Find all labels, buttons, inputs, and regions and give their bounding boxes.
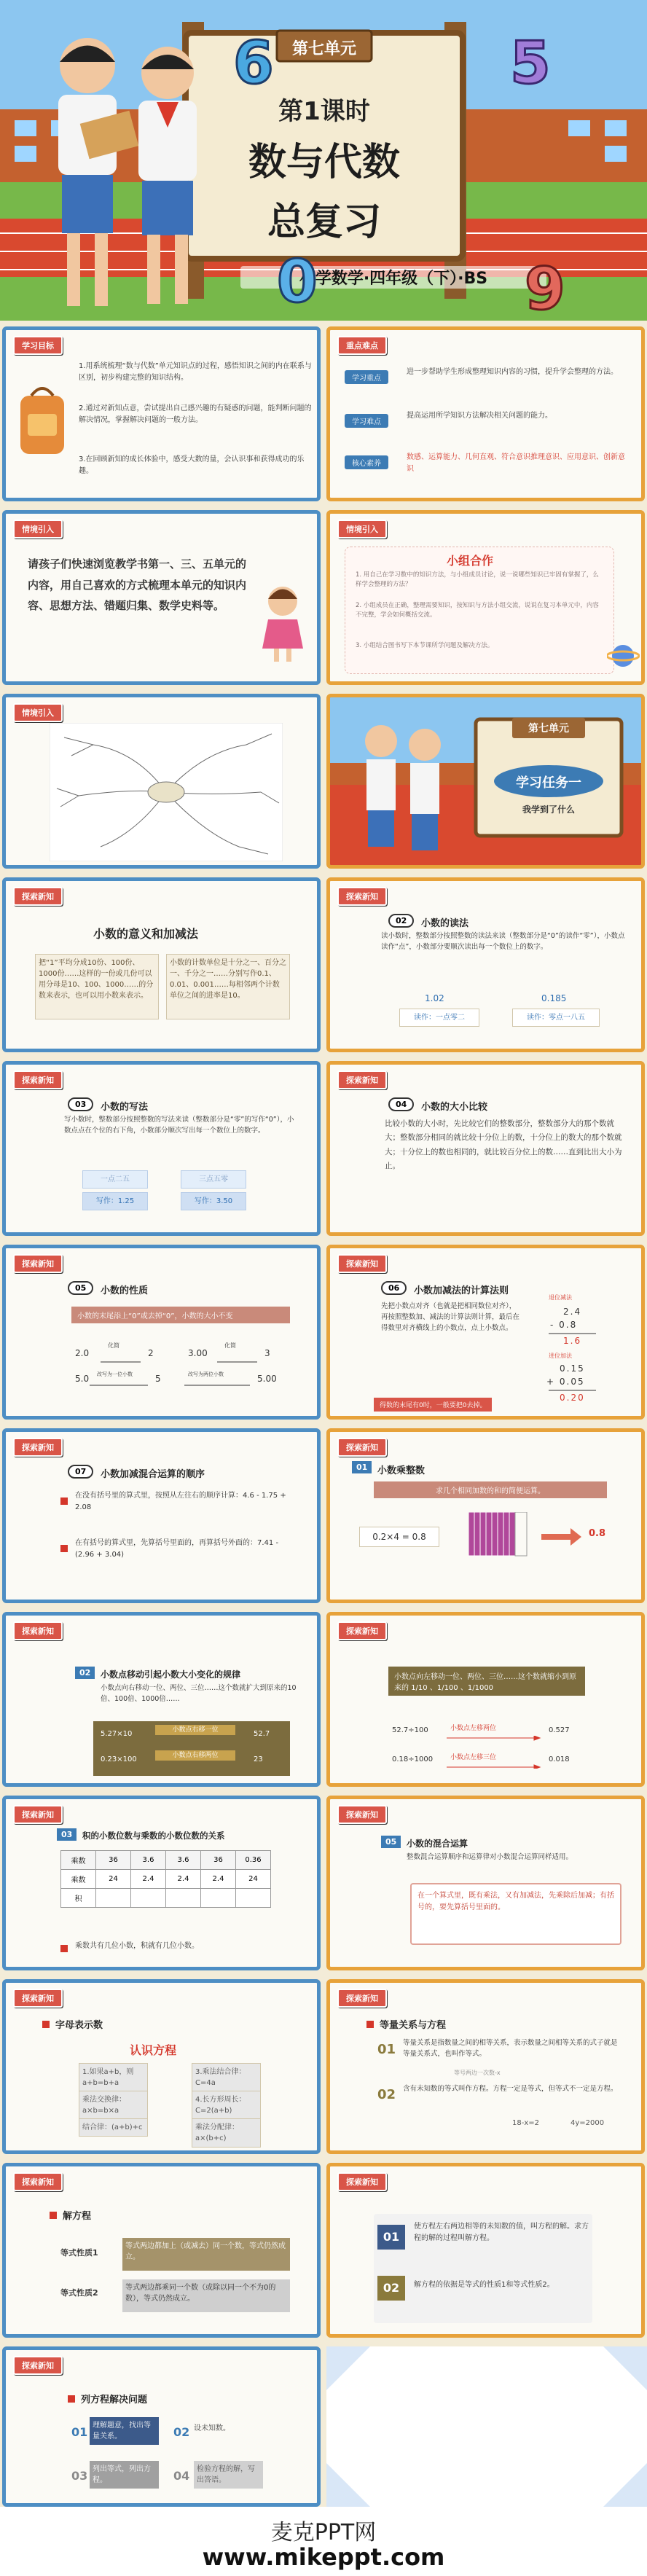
cover-lesson: 第1课时 xyxy=(278,97,370,126)
calc-label-2: 进位加法 xyxy=(549,1352,572,1359)
writing-example-2-read: 三点五零 xyxy=(181,1170,246,1189)
backpack-icon xyxy=(17,381,68,461)
decimal-reading-num: 02 xyxy=(388,914,414,928)
writing-example-1-read: 一点二五 xyxy=(82,1170,148,1189)
letters-box-6: 乘法分配律：a×(b+c) xyxy=(192,2118,261,2148)
move-right-a2: 0.23×100 xyxy=(101,1755,137,1763)
tag-new-14: 探索新知 xyxy=(337,1989,387,2008)
property-r1-c: 3.00 xyxy=(188,1348,208,1358)
group-work-1: 1. 用自己在学习数中的知识方法，与小组成员讨论，说一说哪些知识已牢固有掌握了，么样学会整理的方法？ xyxy=(356,571,599,588)
tag-new-3: 探索新知 xyxy=(13,1070,63,1089)
equations-num-1: 01 xyxy=(377,2042,396,2057)
property-r1-op2: 化简 xyxy=(224,1342,236,1349)
calc2-a: 0.15 xyxy=(560,1363,585,1374)
solve-label-1: 等式性质1 xyxy=(60,2248,98,2258)
decimal-property-title: 小数的性质 xyxy=(101,1285,149,1296)
slide-decimal-writing xyxy=(2,1061,321,1236)
word-bullet xyxy=(68,2395,75,2403)
slide-move-point-right xyxy=(2,1612,321,1787)
tag-new-7: 探索新知 xyxy=(13,1438,63,1457)
move-left-l1: 小数点左移两位 xyxy=(450,1725,497,1732)
slide-mixed-ops xyxy=(326,1796,645,1970)
slide-decimal-reading xyxy=(326,877,645,1052)
times-int-title: 小数乘整数 xyxy=(377,1465,426,1476)
add-sub-rule-text: 先把小数点对齐（也就是把相同数位对齐），再按照整数加、减法的计算法则计算，最后在得数里对齐横线上的小数点，点上小数点。 xyxy=(381,1302,520,1333)
slide-decimal-times-int xyxy=(326,1428,645,1603)
letters-title: 字母表示数 xyxy=(55,2020,103,2031)
word-num-3: 03 xyxy=(71,2469,88,2483)
cover-digit-5: 5 xyxy=(510,29,551,97)
word-num-1: 01 xyxy=(71,2425,88,2439)
pt-r0-c5: 0.36 xyxy=(236,1851,271,1870)
key-text-1: 进一步帮助学生形成整理知识内容的习惯，提升学会整理的方法。 xyxy=(407,368,618,376)
pt-r0-c4: 36 xyxy=(201,1851,236,1870)
move-left-banner: 小数点向左移动一位、两位、三位……这个数就缩小到原来的 1/10 、1/100 、1/1000 xyxy=(388,1667,585,1696)
equations-title: 等量关系与方程 xyxy=(380,2020,447,2031)
property-r2-op2: 改写为两位小数 xyxy=(188,1371,224,1377)
move-left-a1: 52.7÷100 xyxy=(392,1726,428,1734)
mixed-ops-title: 小数的混合运算 xyxy=(407,1839,468,1849)
times-int-expr: 0.2×4 = 0.8 xyxy=(359,1527,439,1547)
mixed-ops-num: 05 xyxy=(381,1836,401,1848)
word-box-3: 列出等式，列出方程。 xyxy=(90,2461,159,2489)
cover-slide xyxy=(0,0,647,321)
tag-new-6: 探索新知 xyxy=(337,1254,387,1273)
task-question: 我学到了什么 xyxy=(522,804,575,815)
key-label-1: 学习重点 xyxy=(345,370,388,384)
move-right-text: 小数点向右移动一位、两位、三位……这个数就扩大到原来的10倍、100倍、1000倍…… xyxy=(101,1684,297,1704)
slide-task-one xyxy=(326,694,645,869)
task-unit-label: 第七单元 xyxy=(528,723,569,735)
pt-r1-c1: 24 xyxy=(96,1870,131,1889)
slide-equations xyxy=(326,1979,645,2154)
product-table xyxy=(60,1850,271,1908)
product-places-note: 乘数共有几位小数，积就有几位小数。 xyxy=(75,1942,199,1950)
property-r1-d: 3 xyxy=(264,1348,270,1358)
slide-decimal-meaning xyxy=(2,877,321,1052)
pt-r2-c3 xyxy=(166,1889,201,1908)
tag-new-10: 探索新知 xyxy=(337,1621,387,1640)
intro-text: 请孩子们快速浏览教学书第一、三、五单元的内容，用自己喜欢的方式梳理本单元的知识内容、思想方法、错题归集、数学史料等。 xyxy=(28,557,247,612)
calc1-c: 1.6 xyxy=(563,1336,582,1346)
tag-new-11: 探索新知 xyxy=(13,1805,63,1824)
product-note-bullet xyxy=(60,1945,68,1952)
group-work-2: 2. 小组成员在正确，整理需要知识，按知识与方法小组交流，说说在复习本单元中，内容不完整，学会如何概括交流。 xyxy=(356,602,599,619)
letters-subtitle: 认识方程 xyxy=(130,2043,177,2057)
decimal-reading-title: 小数的读法 xyxy=(421,918,469,929)
decimal-compare-text: 比较小数的大小时，先比较它们的整数部分，整数部分大的那个数就大；整数部分相同的就比较十分位上的数，十分位上的数大的那个数就大；十分位上的数也相同的，就比较百分位上的数……直到比出大小为止。 xyxy=(385,1119,622,1171)
move-left-frac-2: 1/100 xyxy=(436,1684,458,1692)
watermark-area xyxy=(326,2346,647,2507)
footer-brand-area xyxy=(0,2507,647,2576)
letters-bullet xyxy=(42,2021,50,2028)
solve-text-2: 等式两边都乘同一个数（或除以同一个不为0的数），等式仍然成立。 xyxy=(122,2279,290,2312)
letters-box-2: 乘法交换律：a×b=b×a xyxy=(79,2091,148,2120)
pt-r0-c3: 3.6 xyxy=(166,1851,201,1870)
times-int-result: 0.8 xyxy=(589,1528,606,1539)
pt-r0-c1: 36 xyxy=(96,1851,131,1870)
property-r1-b: 2 xyxy=(148,1348,154,1358)
goal-3: 3.在回顾新知的成长体验中，感受大数的量，会认识事和获得成功的乐趣。 xyxy=(79,455,305,475)
reading-example-1-num: 1.02 xyxy=(425,993,444,1003)
cover-title-line2: 总复习 xyxy=(267,200,381,244)
tag-new-13: 探索新知 xyxy=(13,1989,63,2008)
pt-r1-c5: 24 xyxy=(236,1870,271,1889)
letters-box-4: 3.乘法结合律：C=4a xyxy=(192,2063,261,2092)
slide-equation-solution xyxy=(326,2163,645,2338)
tag-intro-3: 情境引入 xyxy=(13,703,63,722)
move-right-b1: 52.7 xyxy=(254,1730,270,1738)
letters-box-1: 1.如果a+b，则a+b=b+a xyxy=(79,2063,148,2092)
decimal-meaning-box-2: 小数的计数单位是十分之一、百分之一、千分之一……分别写作0.1、0.01、0.001……每相邻两个计数单位之间的进率是10。 xyxy=(166,954,290,1019)
pt-r1-c2: 2.4 xyxy=(131,1870,166,1889)
slide-solve-equation xyxy=(2,2163,321,2338)
bullet-1 xyxy=(60,1498,68,1505)
add-sub-rule-note: 得数的末尾有0时，一般要把0去掉。 xyxy=(374,1398,492,1412)
decimal-reading-text: 读小数时，整数部分按照整数的读法来读（整数部分是“0”的读作“零”），小数点读作“点”，小数部分要顺次读出每一个数位上的数字。 xyxy=(381,932,625,952)
decimal-writing-num: 03 xyxy=(68,1097,93,1111)
cover-title-line1: 数与代数 xyxy=(248,141,400,184)
tag-new-4: 探索新知 xyxy=(337,1070,387,1089)
tag-goals: 学习目标 xyxy=(13,336,63,355)
equations-item-2: 含有未知数的等式叫作方程。方程一定是等式，但等式不一定是方程。 xyxy=(403,2085,618,2093)
solution-num-2: 02 xyxy=(377,2276,405,2301)
calc-lines xyxy=(545,1332,603,1394)
girl-illustration-icon xyxy=(261,583,305,663)
reading-example-2-num: 0.185 xyxy=(541,993,567,1003)
tag-new-12: 探索新知 xyxy=(337,1805,387,1824)
tag-new-9: 探索新知 xyxy=(13,1621,63,1640)
key-text-3: 数感、运算能力、几何直观、符合意识推理意识、应用意识、创新意识 xyxy=(407,453,625,473)
slide-add-sub-rule xyxy=(326,1245,645,1420)
goal-1: 1.用系统梳理“数与代数”单元知识点的过程，感悟知识之间的内在联系与区别，初步构建完整的知识结构。 xyxy=(79,362,312,382)
move-left-arrows xyxy=(447,1736,541,1769)
slide-key-points xyxy=(326,326,645,501)
solution-text-1: 使方程左右两边相等的未知数的值，叫方程的解。求方程的解的过程叫解方程。 xyxy=(414,2223,589,2242)
calc-label-1: 退位减法 xyxy=(549,1294,572,1301)
pt-r1-c4: 2.4 xyxy=(201,1870,236,1889)
solve-title: 解方程 xyxy=(63,2211,92,2222)
solution-text-2: 解方程的依据是等式的性质1和等式性质2。 xyxy=(414,2281,554,2289)
mixed-ops-text: 整数混合运算顺序和运算律对小数混合运算同样适用。 xyxy=(407,1853,573,1861)
group-work-title: 小组合作 xyxy=(447,554,494,568)
move-left-banner-text: 小数点向左移动一位、两位、三位……这个数就缩小到原来的 xyxy=(394,1673,576,1692)
decimal-property-banner: 小数的末尾添上“0”或去掉“0”，小数的大小不变 xyxy=(71,1307,290,1323)
tag-new-15: 探索新知 xyxy=(13,2172,63,2191)
slide-mindmap xyxy=(2,694,321,869)
property-r2-op1: 改写为一位小数 xyxy=(97,1371,133,1377)
move-left-frac-3: 1/1000 xyxy=(467,1684,494,1692)
property-arrows xyxy=(71,1358,290,1387)
task-title: 学习任务一 xyxy=(516,775,581,791)
slide-decimal-compare xyxy=(326,1061,645,1236)
solve-label-2: 等式性质2 xyxy=(60,2288,98,2298)
footer-url[interactable]: www.mikeppt.com xyxy=(202,2543,445,2571)
tag-key: 重点难点 xyxy=(337,336,387,355)
bullet-2 xyxy=(60,1545,68,1552)
product-places-title: 积的小数位数与乘数的小数位数的关系 xyxy=(82,1831,225,1841)
move-right-num: 02 xyxy=(75,1667,95,1679)
move-right-l2: 小数点右移两位 xyxy=(155,1750,235,1761)
property-r2-c: 5.00 xyxy=(257,1374,277,1384)
slide-move-point-left xyxy=(326,1612,645,1787)
move-right-title: 小数点移动引起小数大小变化的规律 xyxy=(101,1669,241,1680)
mixed-order-1: 在没有括号里的算式里，按照从左往右的顺序计算：4.6 - 1.75 + 2.08 xyxy=(75,1492,286,1511)
word-num-4: 04 xyxy=(173,2469,190,2483)
property-r1-op1: 化简 xyxy=(108,1342,119,1349)
solve-text-1: 等式两边都加上（或减去）同一个数，等式仍然成立。 xyxy=(122,2238,290,2271)
decimal-meaning-box-1: 把“1”平均分成10份、100份、1000份……这样的一份或几份可以用分母是10、100、1000……的分数来表示，也可以用小数来表示。 xyxy=(35,954,159,1019)
move-right-l1: 小数点右移一位 xyxy=(155,1725,235,1735)
mixed-ops-box: 在一个算式里，既有乘法，又有加减法，先乘除后加减；有括号的，要先算括号里面的。 xyxy=(417,1892,614,1911)
pt-r0-c2: 3.6 xyxy=(131,1851,166,1870)
slide-word-problems xyxy=(2,2346,321,2507)
planet-icon xyxy=(607,638,640,674)
move-right-a1: 5.27×10 xyxy=(101,1730,133,1738)
equations-scale: 等号两边一次数-x xyxy=(454,2070,501,2076)
equations-example-1: 18-x=2 xyxy=(512,2119,539,2127)
word-box-4: 检验方程的解，写出答语。 xyxy=(194,2461,263,2489)
mixed-order-2: 在有括号的算式里，先算括号里面的，再算括号外面的：7.41 - (2.96 + 3.04) xyxy=(75,1539,279,1559)
move-left-l2: 小数点左移三位 xyxy=(450,1754,497,1761)
tag-new-17: 探索新知 xyxy=(13,2356,63,2375)
calc2-b: + 0.05 xyxy=(546,1377,585,1387)
word-box-2: 设未知数。 xyxy=(194,2424,230,2432)
times-int-num: 01 xyxy=(352,1461,372,1473)
goal-2: 2.通过对新知点意，尝试提出自己感兴趣的有疑惑的问题，能判断问题的解决情况，掌握解决问题的一般方法。 xyxy=(79,404,312,424)
reading-example-1-read: 读作：一点零二 xyxy=(399,1009,479,1027)
equations-bullet xyxy=(366,2021,374,2028)
key-text-2: 提高运用所学知识方法解决相关问题的能力。 xyxy=(407,412,552,420)
word-problems-title: 列方程解决问题 xyxy=(81,2395,148,2405)
decimal-property-num: 05 xyxy=(68,1281,93,1295)
slide-letters-for-numbers xyxy=(2,1979,321,2154)
footer-brand: 麦克PPT网 xyxy=(270,2520,377,2545)
pt-r1-c3: 2.4 xyxy=(166,1870,201,1889)
pt-r0-c0: 乘数 xyxy=(61,1851,96,1870)
pt-r1-c0: 乘数 xyxy=(61,1870,96,1889)
mindmap-image xyxy=(50,723,283,861)
decimal-writing-title: 小数的写法 xyxy=(101,1102,149,1113)
pt-r2-c1 xyxy=(96,1889,131,1908)
pt-r2-c0: 积 xyxy=(61,1889,96,1908)
mixed-order-num: 07 xyxy=(68,1465,93,1479)
pt-r2-c4 xyxy=(201,1889,236,1908)
move-left-frac-1: 1/10 xyxy=(411,1684,428,1692)
watermark-pattern xyxy=(326,2346,647,2507)
decimal-compare-title: 小数的大小比较 xyxy=(421,1102,488,1113)
key-label-2: 学习难点 xyxy=(345,414,388,428)
equations-example-2: 4y=2000 xyxy=(570,2119,605,2127)
cover-unit-label: 第七单元 xyxy=(291,40,356,58)
tag-new-8: 探索新知 xyxy=(337,1438,387,1457)
slide-mixed-order xyxy=(2,1428,321,1603)
cover-subtitle: 小学数学·四年级（下）·BS xyxy=(240,266,546,289)
mixed-order-title: 小数加减混合运算的顺序 xyxy=(101,1469,205,1480)
product-places-num: 03 xyxy=(57,1828,77,1841)
reading-example-2-read: 读作：零点一八五 xyxy=(512,1009,600,1027)
writing-example-1-num: 写作：1.25 xyxy=(82,1192,148,1210)
cover-digit-6: 6 xyxy=(233,29,274,97)
slide-decimal-property xyxy=(2,1245,321,1420)
add-sub-rule-title: 小数加减法的计算法则 xyxy=(414,1285,509,1296)
calc1-b: - 0.8 xyxy=(550,1320,578,1330)
solution-num-1: 01 xyxy=(377,2225,405,2250)
pt-r2-c2 xyxy=(131,1889,166,1908)
tag-intro-1: 情境引入 xyxy=(13,520,63,539)
decimal-compare-num: 04 xyxy=(388,1097,414,1111)
property-r2-b: 5 xyxy=(155,1374,161,1384)
word-box-1: 理解题意，找出等量关系。 xyxy=(90,2417,159,2445)
move-right-b2: 23 xyxy=(254,1755,263,1763)
group-work-3: 3. 小组结合图书写下本节课所学问题及解决方法。 xyxy=(356,642,494,649)
calc2-c: 0.20 xyxy=(560,1393,585,1403)
letters-box-5: 4.长方形周长：C=2(a+b) xyxy=(192,2091,261,2120)
pt-r2-c5 xyxy=(236,1889,271,1908)
equations-num-2: 02 xyxy=(377,2087,396,2102)
solve-bullet xyxy=(50,2212,57,2219)
slide-intro-2 xyxy=(326,510,645,685)
grid-model xyxy=(468,1512,643,1570)
slide-learning-goals xyxy=(2,326,321,501)
equations-item-1: 等量关系是指数量之间的相等关系，表示数量之间相等关系的式子就是等量关系式，也叫作等式。 xyxy=(403,2039,618,2059)
tag-new-5: 探索新知 xyxy=(13,1254,63,1273)
calc1-a: 2.4 xyxy=(563,1307,582,1317)
move-left-b1: 0.527 xyxy=(549,1726,570,1734)
slide-intro-1 xyxy=(2,510,321,685)
tag-new-2: 探索新知 xyxy=(337,887,387,906)
cover-digit-9: 9 xyxy=(525,255,565,321)
tag-new-1: 探索新知 xyxy=(13,887,63,906)
word-num-2: 02 xyxy=(173,2425,190,2439)
move-left-b2: 0.018 xyxy=(549,1755,570,1763)
move-left-a2: 0.18÷1000 xyxy=(392,1755,434,1763)
letters-box-3: 结合律：(a+b)+c xyxy=(79,2118,148,2137)
property-r1-a: 2.0 xyxy=(75,1348,90,1358)
cover-digit-0: 0 xyxy=(277,248,318,316)
tag-intro-2: 情境引入 xyxy=(337,520,387,539)
key-label-3: 核心素养 xyxy=(345,455,388,469)
writing-example-2-num: 写作：3.50 xyxy=(181,1192,246,1210)
decimal-meaning-title: 小数的意义和加减法 xyxy=(93,927,199,941)
add-sub-rule-num: 06 xyxy=(381,1281,407,1295)
slide-product-places xyxy=(2,1796,321,1970)
tag-new-16: 探索新知 xyxy=(337,2172,387,2191)
times-int-banner: 求几个相同加数的和的简便运算。 xyxy=(374,1481,607,1498)
property-r2-a: 5.0 xyxy=(75,1374,90,1384)
decimal-writing-text: 写小数时，整数部分按照整数的写法来读（整数部分是“零”的写作“0”），小数点点在个位的右下角，小数部分顺次写出每一个数位上的数字。 xyxy=(64,1116,294,1135)
